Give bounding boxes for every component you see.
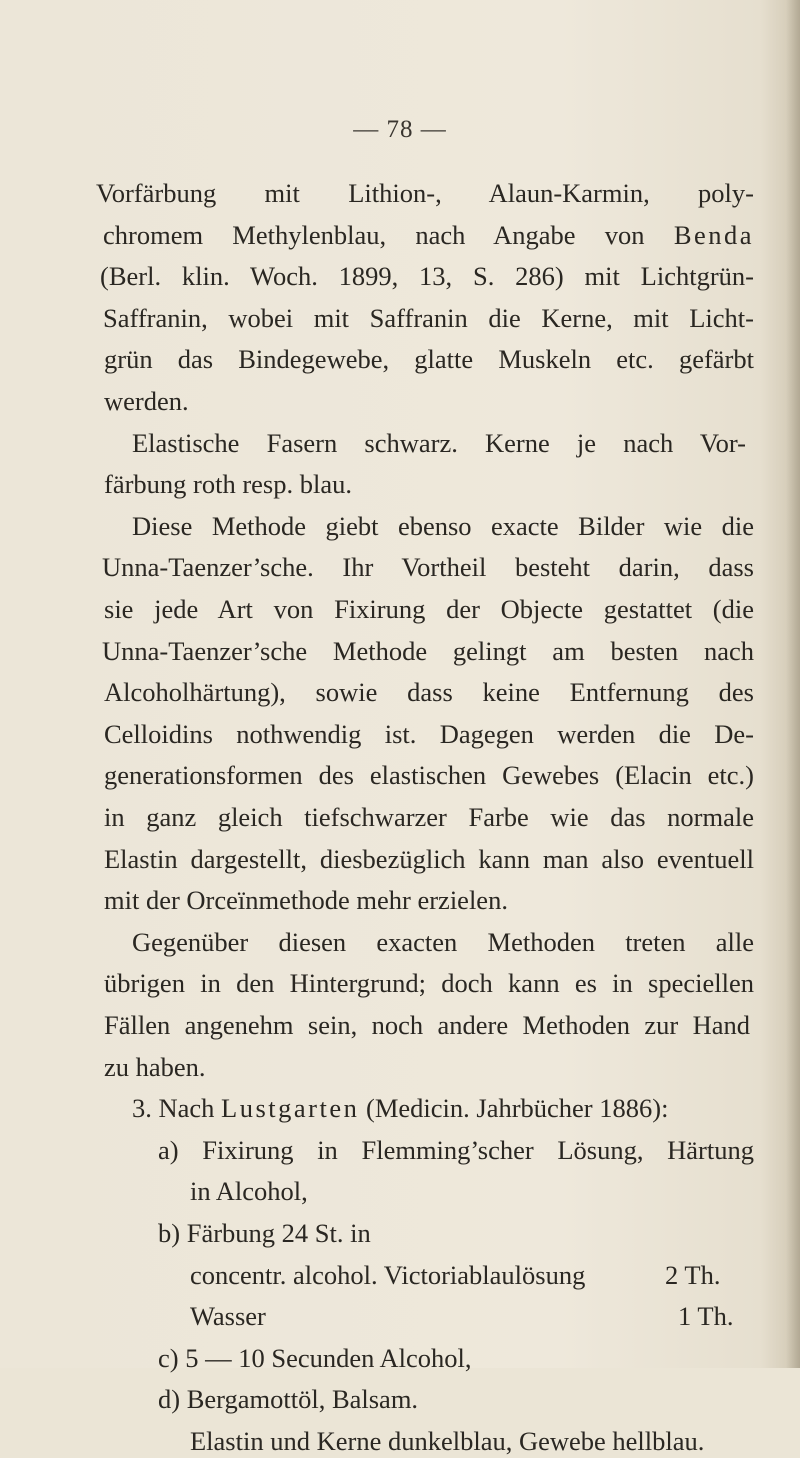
- page-number-header: — 78 —: [353, 116, 447, 143]
- text-line: (Berl. klin. Woch. 1899, 13, S. 286) mit Lichtgrün-: [100, 261, 754, 291]
- step-line: in Alcohol,: [190, 1176, 308, 1206]
- step-line: concentr. alcohol. Victoriablaulösung: [190, 1260, 586, 1290]
- step-quantity: 2 Th.: [665, 1260, 721, 1290]
- text-line: Elastische Fasern schwarz. Kerne je nach Vor-: [132, 428, 746, 458]
- step-line: Wasser: [190, 1301, 266, 1331]
- text-line: generationsformen des elastischen Gewebes (Elacin etc.): [104, 760, 754, 790]
- text-line: Celloidins nothwendig ist. Dagegen werden die De-: [104, 719, 754, 749]
- text-line: Unna-Taenzer’sche. Ihr Vortheil besteht darin, dass: [102, 552, 754, 582]
- author-name: Benda: [673, 220, 755, 250]
- text-line: mit der Orceïnmethode mehr erzielen.: [104, 885, 508, 915]
- text-line: Elastin dargestellt, diesbezüglich kann man also eventuell: [104, 844, 754, 874]
- text-line: Vorfärbung mit Lithion-, Alaun-Karmin, poly-: [96, 178, 754, 208]
- text-line: Diese Methode giebt ebenso exacte Bilder wie die: [132, 511, 754, 541]
- text-line: in ganz gleich tiefschwarzer Farbe wie das normale: [104, 802, 754, 832]
- text-line: grün das Bindegewebe, glatte Muskeln etc. gefärbt: [104, 344, 754, 374]
- item-number: 3. Nach: [132, 1093, 215, 1123]
- step-line: b) Färbung 24 St. in: [158, 1218, 371, 1248]
- step-line: Elastin und Kerne dunkelblau, Gewebe hellblau.: [190, 1426, 705, 1456]
- text-line: Alcoholhärtung), sowie dass keine Entfernung des: [104, 677, 754, 707]
- text-line: Unna-Taenzer’sche Methode gelingt am besten nach: [102, 636, 754, 666]
- author-name: Lustgarten: [221, 1093, 360, 1123]
- item-citation: (Medicin. Jahrbücher 1886):: [366, 1093, 669, 1123]
- page-edge-shadow: [786, 0, 800, 1368]
- step-line: d) Bergamottöl, Balsam.: [158, 1384, 419, 1414]
- text-line: [103, 218, 754, 252]
- numbered-item-heading: [132, 1091, 668, 1125]
- step-line: c) 5 — 10 Secunden Alcohol,: [158, 1343, 472, 1373]
- text-line: Gegenüber diesen exacten Methoden treten alle: [132, 927, 754, 957]
- text-line: Fällen angenehm sein, noch andere Methoden zur Hand: [104, 1010, 750, 1040]
- text-line: färbung roth resp. blau.: [104, 469, 352, 499]
- text-line: werden.: [104, 386, 189, 416]
- text-line: zu haben.: [104, 1052, 206, 1082]
- text-line: übrigen in den Hintergrund; doch kann es in speciellen: [104, 968, 754, 998]
- text-fragment: chromem Methylenblau, nach Angabe von: [103, 220, 645, 250]
- step-quantity: 1 Th.: [678, 1301, 734, 1331]
- text-line: Saffranin, wobei mit Saffranin die Kerne, mit Licht-: [103, 303, 754, 333]
- text-line: sie jede Art von Fixirung der Objecte gestattet (die: [104, 594, 754, 624]
- step-line: a) Fixirung in Flemming’scher Lösung, Härtung: [158, 1135, 754, 1165]
